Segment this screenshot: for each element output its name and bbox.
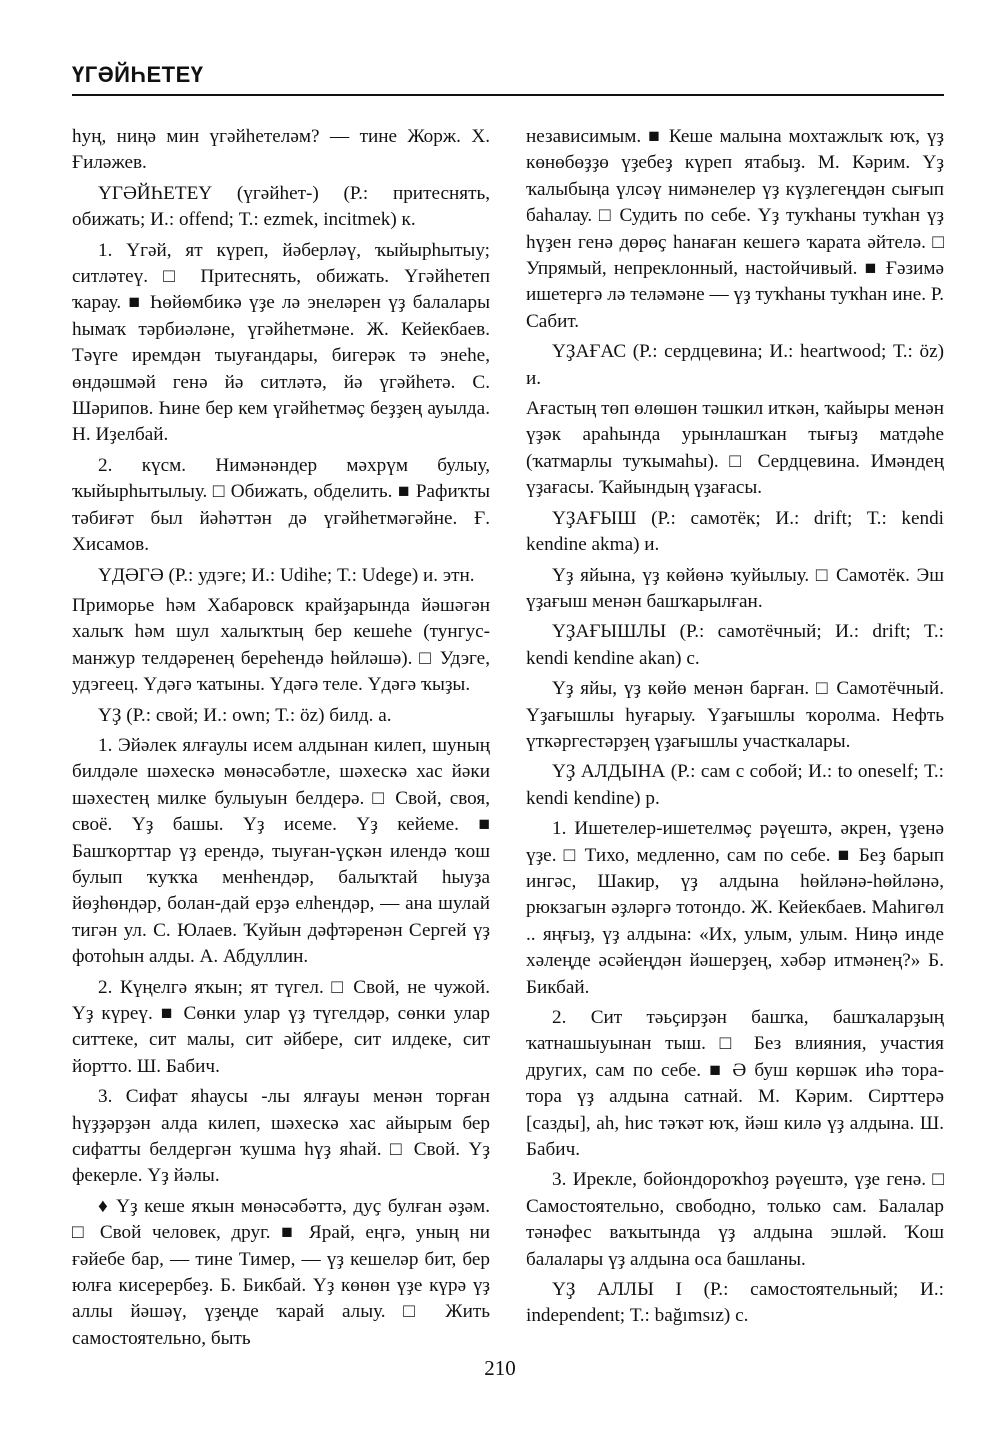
entry-headword-ugayhete: ҮГӘЙҺЕТЕҮ (үгәйһет-) (Р.: притеснять, обижать; И.: offend; Т.: ezmek, incitmek) к. [72,182,490,231]
definition-uzagyshly: Үҙ яйы, үҙ көйө менән барған. □ Самотёчный. Үҙағышлы һуғарыу. Үҙағышлы ҡоролма. Нефть үткәргестәрҙең үҙағышлы участкалары. [526,678,944,752]
definition-uzagysh: Үҙ яйына, үҙ көйөнә ҡуйылыу. □ Самотёк. Эш үҙағыш менән башҡарылған. [526,564,944,612]
entry-headword-uz-ally: ҮҘ АЛЛЫ I (Р.: самостоятельный; И.: independent; Т.: bağımsız) с. [526,1279,944,1327]
sense-1: 1. Үгәй, ят күреп, йәберләү, ҡыйырһытыу; ситләтеү. □ Притеснять, обижать. Үгәйһетеп ҡарау. ■ Һөйөмбикә үҙе лә энеләрен үҙ балалары һымаҡ тәрбиәләне, үгәйһетмәне. Ж. Кейекбаев. Тәүге иремдән тыуғандары, бигерәк тә энеһе, өндәшмәй генә йә ситләтә, йә үгәйһетә. С. Шәрипов. Һине бер кем үгәйһетмәҫ беҙҙең ауылда. Н. Иҙелбай. [72,239,490,446]
sense-2-uz-aldyna: 2. Сит тәьҫирҙән башҡа, башҡаларҙың ҡатнашыуынан тыш. □ Без влияния, участия других, сам по себе. ■ Ә буш көршәк иһә тора-тора үҙ алдына сатнай. М. Кәрим. Сирттерә [сазды], аһ, һис тәҡәт юҡ, йәш килә үҙ алдына. Ш. Бабич. [526,1007,944,1161]
right-column [526,124,944,1334]
entry-headword-uzagas: ҮҘАҒАС (Р.: сердцевина; И.: heartwood; Т.: öz) и. [526,341,944,389]
phrase-uz-keshe: ♦ Үҙ кеше яҡын мөнәсәбәттә, дуҫ булған әҙәм. □ Свой человек, друг. ■ Ярай, еңгә, уның ни ғәйебе бар, — тине Тимер, — үҙ кешеләр бит, бер юлға кисерербеҙ. Б. Бикбай. Үҙ көнөн үҙе күрә үҙ аллы йәшәү, үҙеңде ҡарай алыу. □ Жить самостоятельно, быть [72,1195,490,1349]
definition-uzagas: Ағастың төп өлөшөн тәшкил иткән, ҡайыры менән үҙәк араһында урынлашҡан тығыҙ матдәһе (ҡатмарлы туҡымаһы). □ Сердцевина. Имәндең үҙағасы. Ҡайындың үҙағасы. [526,398,945,499]
left-column [72,124,490,1356]
entry-headword-uz: ҮҘ (Р.: свой; И.: own; Т.: öz) билд. а. [98,704,392,726]
header-rule [72,94,944,96]
entry-continuation: һуң, ниңә мин үгәйһетеләм? — тине Жорж. Х. Ғиләжев. [72,126,490,174]
sense-3-uz: 3. Сифат яһаусы -лы ялғауы менән торған һүҙҙәрҙән алда килеп, шәхескә хас айырым бер сифатты белдергән ҡушма һүҙ яһай. □ Свой. Үҙ фекерле. Үҙ йәлы. [72,1086,490,1187]
sense-1-uz: 1. Эйәлек ялғаулы исем алдынан килеп, шуның билдәле шәхескә мөнәсәбәтле, шәхескә хас йәки шәхестең милке булыуын белдерә. □ Свой, своя, своё. Үҙ башы. Үҙ исеме. Үҙ кейеме. ■ Башҡорттар үҙ ерендә, тыуған-үҫкән илендә ҡош булып ҡуҡҡа менһендәр, балыҡтай һыуҙа йөҙһөндәр, болан-дай ерҙә елһендәр, — ана шулай тигән ул. С. Юлаев. Ҡуйын дәфтәренән Сергей үҙ фотоһын алды. А. Абдуллин. [72,734,490,968]
entry-headword-uzagysh: ҮҘАҒЫШ (Р.: самотёк; И.: drift; Т.: kendi kendine akma) и. [526,507,944,556]
sense-3-uz-aldyna: 3. Ирекле, бойондороҡһоҙ рәүештә, үҙе генә. □ Самостоятельно, свободно, только сам. Балалар тәнәфес ваҡытында үҙ алдына эшләй. Ҡош балалары үҙ алдына оса башланы. [526,1169,944,1270]
sense-1-uz-aldyna: 1. Ишетелер-ишетелмәҫ рәүештә, әкрен, үҙенә үҙе. □ Тихо, медленно, сам по себе. ■ Беҙ барып ингәс, Шакир, үҙ алдына һөйләнә-һөйләнә, рюкзагын әҙләргә тотондо. Ж. Кейекбаев. Маһигөл .. яңғыҙ, үҙ алдына: «Их, улым, улым. Ниңә инде хәлеңде әсәйеңдән йәшерҙең, хәбәр итмәнең?» Б. Бикбай. [526,818,944,998]
entry-headword-uz-aldyna: ҮҘ АЛДЫНА (Р.: сам с собой; И.: to oneself; Т.: kendi kendine) р. [526,761,944,809]
entry-headword-uzagyshly: ҮҘАҒЫШЛЫ (Р.: самотёчный; И.: drift; Т.: kendi kendine akan) с. [526,621,944,669]
entry-headword-udage: ҮДӘГӘ (Р.: удэге; И.: Udihe; Т.: Udege) и. этн. [98,564,475,586]
running-head: ҮГӘЙҺЕТЕҮ [72,62,204,87]
definition-udage: Приморье һәм Хабаровск крайҙарында йәшәгән халыҡ һәм шул халыҡтың бер кешеһе (тунгус-манжур телдәренең береһендә һөйләшә). □ Удэге, удэгеец. Үдәгә ҡатыны. Үдәгә теле. Үдәгә ҡыҙы. [72,594,490,696]
page-number: 210 [484,1356,516,1380]
sense-2: 2. күсм. Нимәнәндер мәхрүм булыу, ҡыйырһытылыу. □ Обижать, обделить. ■ Рафиҡты тәбиғәт был йәһәттән дә үгәйһетмәгәйне. Ғ. Хисамов. [72,454,490,556]
sense-2-uz: 2. Күңелгә яҡын; ят түгел. □ Свой, не чужой. Үҙ күреү. ■ Сөнки улар үҙ түгелдәр, сөнки улар ситтеке, сит малы, сит әйбере, сит илдеке, сит йортто. Ш. Бабич. [72,976,490,1077]
entry-continuation-right: независимым. ■ Кеше малына мохтажлыҡ юҡ, үҙ көнөбөҙҙө үҙебеҙ күреп ятабыҙ. М. Кәрим. Үҙ ҡалыбыңа үлсәү нимәнелер үҙ күҙлегеңдән сығып баһалау. □ Судить по себе. Үҙ туҡһаны туҡһан үҙ һүҙен генә дөрөҫ һанаған кешегә ҡарата әйтелә. □ Упрямый, непреклонный, настойчивый. ■ Ғәзимә ишетергә лә теләмәне — үҙ туҡһаны туҡһан ине. Р. Сабит. [526,126,944,332]
